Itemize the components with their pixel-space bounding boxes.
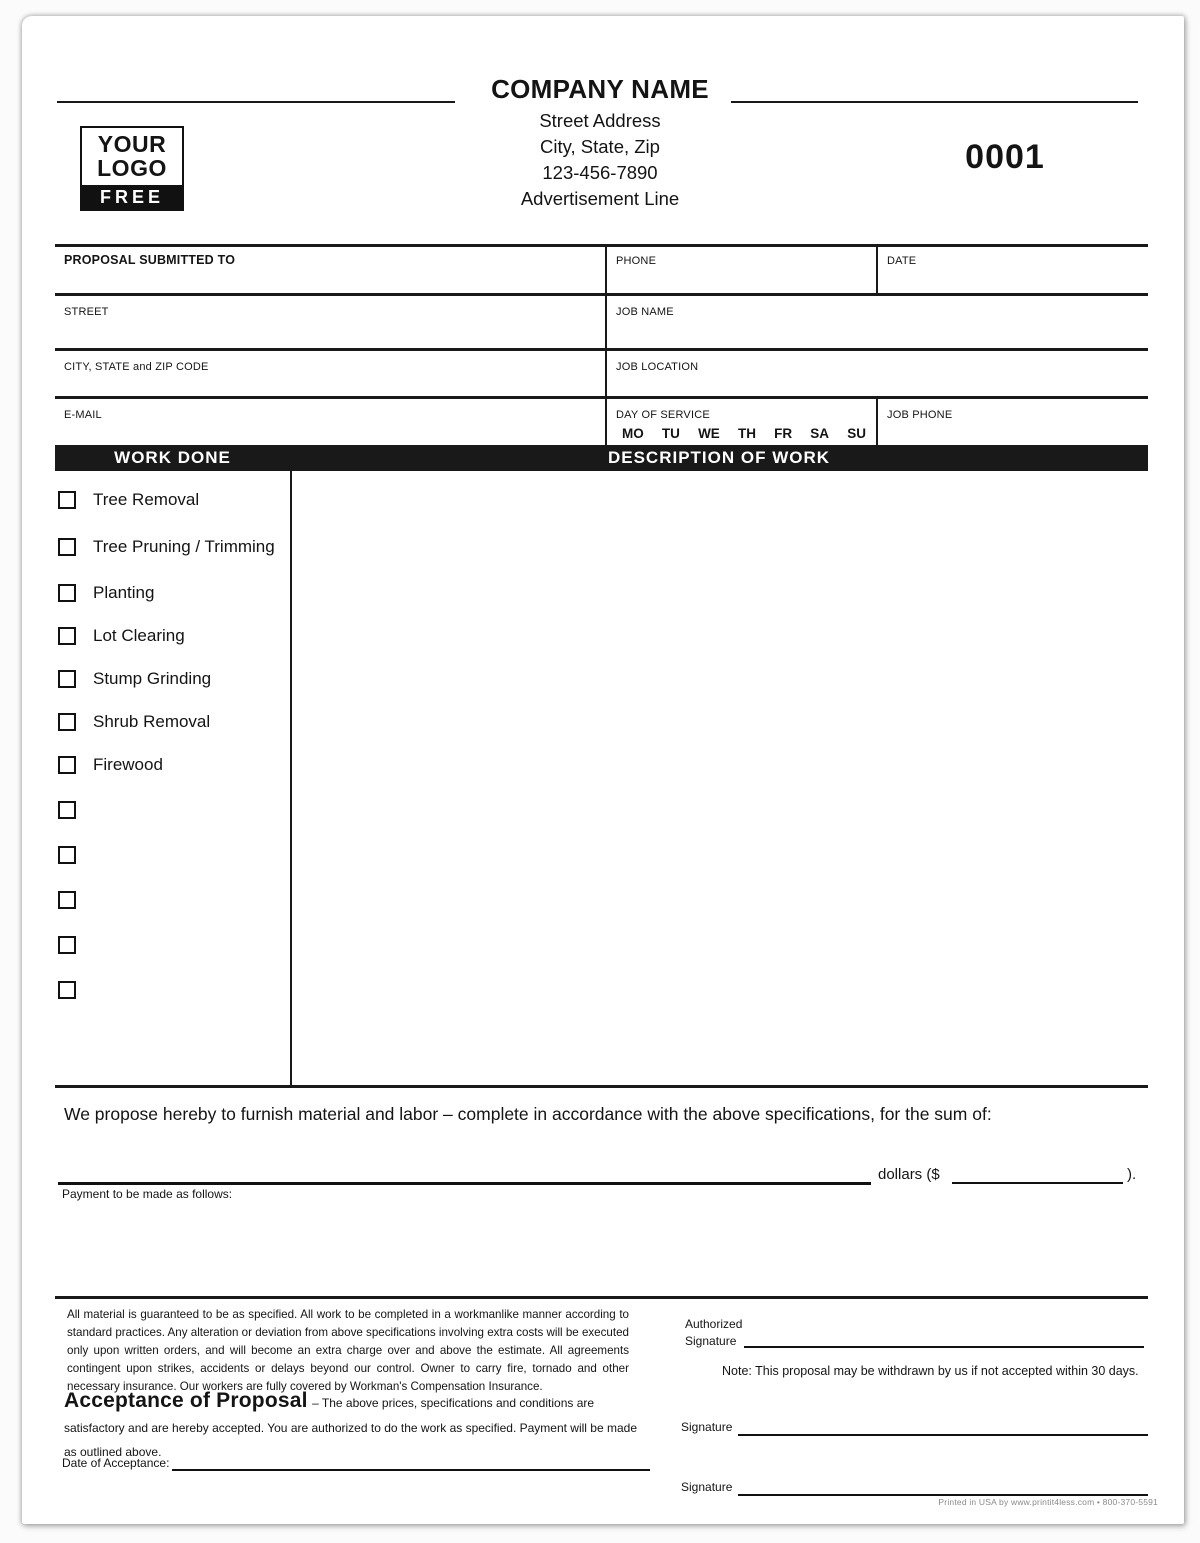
field-job-phone[interactable] <box>878 399 1148 445</box>
logo-placeholder-text <box>82 128 182 185</box>
description-of-work-area[interactable] <box>294 471 1148 1085</box>
day-su[interactable]: SU <box>847 426 866 441</box>
payment-terms-area[interactable] <box>58 1205 1148 1293</box>
work-item-shrub-removal <box>58 712 210 732</box>
field-label: DATE <box>887 255 917 267</box>
dollars-label: dollars ($ <box>878 1166 940 1183</box>
authorized-signature-line[interactable] <box>744 1326 1144 1348</box>
checkbox[interactable] <box>58 491 76 509</box>
printer-credit: Printed in USA by www.printit4less.com • 800-370-5591 <box>938 1497 1158 1507</box>
work-item-label: Stump Grinding <box>93 669 212 688</box>
work-item-tree-removal <box>58 490 199 510</box>
work-item-blank-3 <box>58 891 93 909</box>
day-of-service-options <box>616 423 876 441</box>
authorized-signature-label <box>685 1316 742 1351</box>
work-item-blank-2 <box>58 846 93 864</box>
work-area-divider <box>290 471 292 1087</box>
field-label: E-MAIL <box>64 409 102 421</box>
field-label: CITY, STATE and ZIP CODE <box>64 361 209 373</box>
header-rule-right <box>731 101 1138 103</box>
sum-amount-numeric-line[interactable] <box>952 1161 1123 1184</box>
checkbox[interactable] <box>58 713 76 731</box>
checkbox[interactable] <box>58 846 76 864</box>
checkbox[interactable] <box>58 891 76 909</box>
checkbox[interactable] <box>58 801 76 819</box>
work-item-blank-4 <box>58 936 93 954</box>
logo-word-logo: LOGO <box>97 154 167 181</box>
signature-label-2: Signature <box>681 1480 733 1494</box>
field-proposal-submitted-to[interactable] <box>55 245 605 293</box>
field-label: JOB LOCATION <box>616 361 699 373</box>
work-item-label: Tree Removal <box>93 490 200 509</box>
work-item-tree-pruning <box>58 537 275 557</box>
work-item-label: Lot Clearing <box>93 626 185 645</box>
authorized-word: Authorized <box>685 1317 743 1331</box>
withdrawal-note: Note: This proposal may be withdrawn by us if not accepted within 30 days. <box>722 1364 1139 1378</box>
signature-word: Signature <box>685 1334 737 1349</box>
checkbox[interactable] <box>58 670 76 688</box>
field-day-of-service[interactable] <box>607 399 876 445</box>
field-label: JOB NAME <box>616 306 674 318</box>
company-city-state-zip: City, State, Zip <box>540 136 660 157</box>
signature-line-2[interactable] <box>738 1472 1148 1496</box>
signature-label-1: Signature <box>681 1420 733 1434</box>
field-label: PHONE <box>616 255 657 267</box>
checkbox[interactable] <box>58 981 76 999</box>
close-paren-label: ). <box>1127 1166 1137 1183</box>
checkbox[interactable] <box>58 936 76 954</box>
field-label: DAY OF SERVICE <box>616 409 710 421</box>
date-of-acceptance-label: Date of Acceptance: <box>62 1456 170 1470</box>
checkbox[interactable] <box>58 584 76 602</box>
work-item-blank-5 <box>58 981 93 999</box>
field-label: JOB PHONE <box>887 409 953 421</box>
day-fr[interactable]: FR <box>774 426 793 441</box>
form-number: 0001 <box>965 138 1045 176</box>
day-sa[interactable]: SA <box>810 426 830 441</box>
date-of-acceptance-line[interactable] <box>172 1448 650 1471</box>
terms-rule <box>55 1296 1148 1299</box>
field-city-state-zip[interactable] <box>55 351 605 396</box>
field-email[interactable] <box>55 399 605 445</box>
sum-amount-words-line[interactable] <box>58 1159 871 1185</box>
work-area-rule-bottom <box>55 1085 1148 1088</box>
header-rule-left <box>57 101 455 103</box>
company-street: Street Address <box>539 110 661 131</box>
checkbox[interactable] <box>58 627 76 645</box>
description-of-work-header: DESCRIPTION OF WORK <box>607 448 831 467</box>
work-item-label: Tree Pruning / Trimming <box>93 537 275 556</box>
day-tu[interactable]: TU <box>661 426 680 441</box>
company-name: COMPANY NAME <box>491 74 709 104</box>
terms-fine-print: All material is guaranteed to be as specified. All work to be completed in a workmanlike manner according to standard practices. Any alteration or deviation from above specifications involving extra costs will be executed only upon written orders, and will become an extra charge over and above the estimate. All agreements contingent upon strikes, accidents or delays beyond our control. Owner to carry fire, tornado and other necessary insurance. Our workers are fully covered by Workman's Compensation Insurance. <box>67 1308 629 1393</box>
field-job-name[interactable] <box>607 296 1148 348</box>
work-item-blank-1 <box>58 801 93 819</box>
checkbox[interactable] <box>58 538 76 556</box>
company-phone: 123-456-7890 <box>542 162 658 183</box>
day-th[interactable]: TH <box>737 426 756 441</box>
day-we[interactable]: WE <box>698 426 720 441</box>
company-header <box>440 74 760 212</box>
day-mo[interactable]: MO <box>622 426 644 441</box>
field-job-location[interactable] <box>607 351 1148 396</box>
acceptance-body: – The above prices, specifications and conditions are satisfactory and are hereby accepted. You are authorized to do the work as specified. Payment will be made as outlined above. <box>64 1396 637 1459</box>
checkbox[interactable] <box>58 756 76 774</box>
field-label: PROPOSAL SUBMITTED TO <box>64 253 236 267</box>
signature-line-1[interactable] <box>738 1412 1148 1436</box>
company-ad-line: Advertisement Line <box>520 188 680 209</box>
work-item-planting <box>58 583 154 603</box>
field-street[interactable] <box>55 296 605 348</box>
logo-word-your: YOUR <box>97 131 167 158</box>
propose-statement: We propose hereby to furnish material and labor – complete in accordance with the above specifications, for the sum of: <box>64 1104 992 1124</box>
work-item-stump-grinding <box>58 669 211 689</box>
field-phone[interactable] <box>607 245 876 293</box>
work-item-label: Planting <box>93 583 155 602</box>
work-item-label: Firewood <box>93 755 163 774</box>
payment-terms-label: Payment to be made as follows: <box>62 1187 233 1201</box>
work-item-label: Shrub Removal <box>93 712 211 731</box>
logo-free-badge: FREE <box>82 185 182 209</box>
field-label: STREET <box>64 306 109 318</box>
work-item-lot-clearing <box>58 626 185 646</box>
field-date[interactable] <box>878 245 1148 293</box>
acceptance-heading: Acceptance of Proposal <box>64 1389 308 1412</box>
section-header-band <box>55 445 1148 471</box>
logo-placeholder <box>80 126 184 211</box>
work-item-firewood <box>58 755 163 775</box>
work-done-header: WORK DONE <box>114 448 231 467</box>
